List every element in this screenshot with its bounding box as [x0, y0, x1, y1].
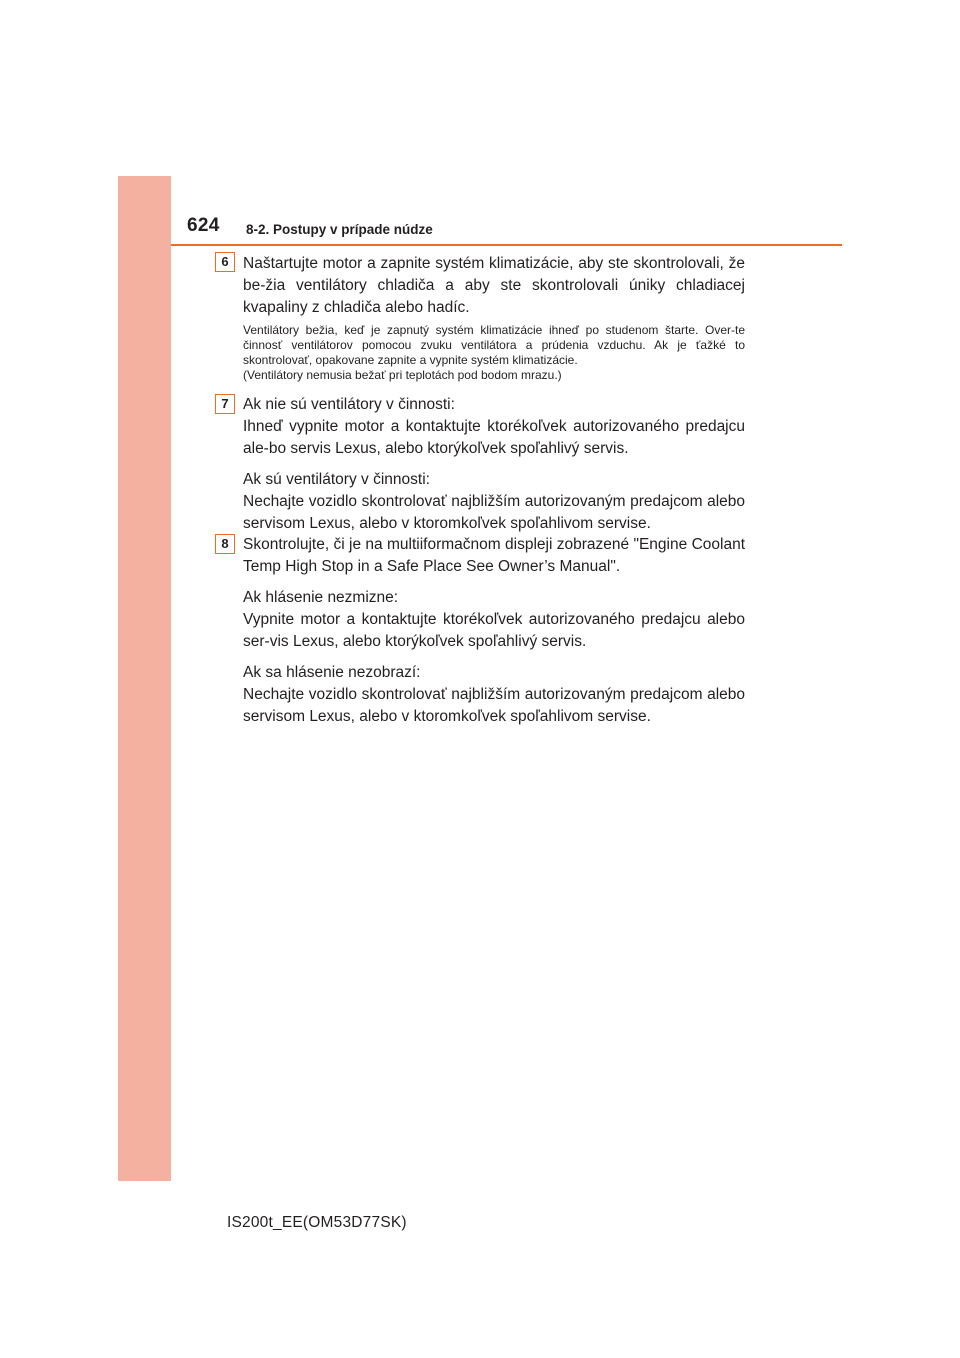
step-8-case-2-condition: Ak sa hlásenie nezobrazí:	[243, 664, 421, 681]
section-title: 8-2. Postupy v prípade núdze	[246, 222, 433, 237]
step-8-case-1-condition: Ak hlásenie nezmizne:	[243, 589, 399, 606]
step-8-instruction: Skontrolujte, či je na multiiformačnom displeji zobrazené "Engine Coolant Temp High Stop in a Safe Place See Owner’s Manual".	[243, 536, 745, 575]
footer-model-code: IS200t_EE(OM53D77SK)	[227, 1214, 407, 1231]
step-6-instruction: Naštartujte motor a zapnite systém klimatizácie, aby ste skontrolovali, že be-žia ventilátory chladiča a aby ste skontrolovali úniky chladiacej kvapaliny z chladiča alebo hadíc.	[243, 255, 745, 316]
header-rule	[171, 244, 842, 246]
step-7-case-2-condition: Ak sú ventilátory v činnosti:	[243, 471, 430, 488]
step-7-case-1-action: Ihneď vypnite motor a kontaktujte ktorékoľvek autorizovaného predajcu ale-bo servis Lexus, alebo ktorýkoľvek spoľahlivý servis.	[243, 418, 745, 457]
step-8-case-2-action: Nechajte vozidlo skontrolovať najbližším autorizovaným predajcom alebo servisom Lexus, alebo v ktoromkoľvek spoľahlivom servise.	[243, 686, 745, 725]
step-6-note-line-1: Ventilátory bežia, keď je zapnutý systém klimatizácie ihneď po studenom štarte. Over-te činnosť ventilátorov pomocou zvuku ventilátora a prúdenia vzduchu. Ak je ťažké to skontrolovať, opakovane zapnite a vypnite systém klimatizácie.	[243, 323, 745, 367]
page-number: 624	[187, 215, 220, 236]
chapter-side-band	[118, 176, 171, 1181]
step-7-case-1-condition: Ak nie sú ventilátory v činnosti:	[243, 396, 455, 413]
step-6-note	[243, 323, 745, 383]
step-6-number: 6	[215, 252, 235, 272]
step-7-case-2-action: Nechajte vozidlo skontrolovať najbližším autorizovaným predajcom alebo servisom Lexus, alebo v ktoromkoľvek spoľahlivom servise.	[243, 493, 745, 532]
step-8-text	[243, 534, 745, 728]
step-6-note-line-2: (Ventilátory nemusia bežať pri teplotách pod bodom mrazu.)	[243, 368, 562, 382]
step-6-text	[243, 253, 745, 319]
step-8-case-1-action: Vypnite motor a kontaktujte ktorékoľvek autorizovaného predajcu alebo ser-vis Lexus, alebo ktorýkoľvek spoľahlivý servis.	[243, 611, 745, 650]
step-7-text	[243, 394, 745, 535]
step-8-number: 8	[215, 534, 235, 554]
step-7-number: 7	[215, 394, 235, 414]
